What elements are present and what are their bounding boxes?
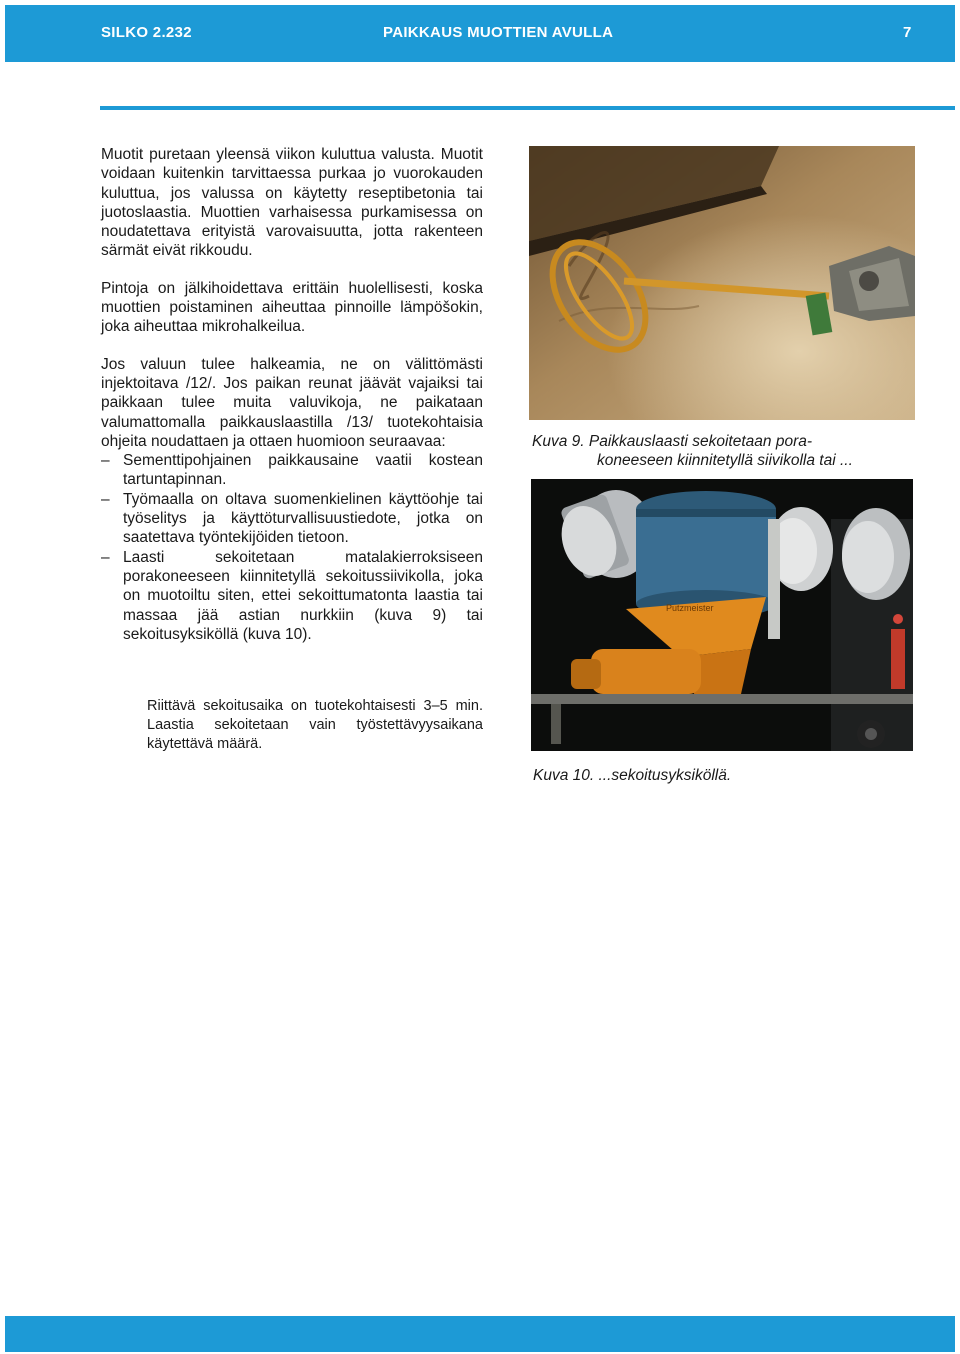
dash-marker: – [101, 452, 110, 470]
header-title: PAIKKAUS MUOTTIEN AVULLA [383, 24, 614, 41]
figure-10-caption: Kuva 10. ...sekoitusyksiköllä. [533, 767, 732, 784]
dash-marker: – [101, 548, 110, 566]
main-text-column [101, 145, 483, 644]
machine-label: Putzmeister [666, 603, 714, 613]
paragraph-3: Jos valuun tulee halkeamia, ne on välittömästi injektoitava /12/. Jos paikan reunat jäävät vajaiksi tai paikkaan tulee muita valuvikoja, ne paikataan valumattomalla paikkauslaastilla /13/ tuotekohtaisia ohjeita noudattaen ja ottaen huomioon seuraavaa: [101, 355, 483, 450]
mixing-time-note: Riittävä sekoitusaika on tuotekohtaisesti 3–5 min. Laastia sekoitetaan vain työstettävyysaikana käytettävä määrä. [147, 697, 483, 752]
list-item [101, 490, 483, 548]
dash-marker: – [101, 490, 110, 508]
list-item-text: Sementtipohjainen paikkausaine vaatii kostean tartuntapinnan. [123, 452, 483, 489]
list-item [101, 548, 483, 644]
page-number: 7 [903, 24, 912, 41]
header-rule [100, 106, 955, 110]
figure-10-photo [531, 479, 913, 751]
header-code: SILKO 2.232 [101, 24, 192, 41]
footer-bar [5, 1316, 955, 1352]
header-bar [5, 5, 955, 62]
bullet-list [101, 451, 483, 644]
paragraph-2: Pintoja on jälkihoidettava erittäin huolellisesti, koska muottien poistaminen aiheuttaa pinnoille lämpöšokin, joka aiheuttaa mikrohalkeilua. [101, 279, 483, 336]
list-item [101, 451, 483, 490]
figure-9-caption [532, 432, 912, 470]
figure-9-caption-line-1: Kuva 9. Paikkauslaasti sekoitetaan pora- [532, 433, 813, 450]
paragraph-1: Muotit puretaan yleensä viikon kuluttua valusta. Muotit voidaan kuitenkin tarvittaessa purkaa jo vuorokauden kuluttua, jos valussa on käytetty reseptibetonia tai juotoslaastia. Muottien varhaisessa purkamisessa on noudatettava erityistä varovaisuutta, jotta rakenteen särmät eivät rikkoudu. [101, 146, 483, 260]
figure-9-caption-line-2: koneeseen kiinnitetyllä siivikolla tai ... [597, 452, 853, 469]
list-item-text: Työmaalla on oltava suomenkielinen käyttöohje tai työselitys ja käyttöturvallisuustiedote, jotka on saatettava työntekijöiden tietoon. [123, 490, 483, 547]
figure-9-photo [529, 146, 915, 420]
list-item-text: Laasti sekoitetaan matalakierroksiseen porakoneeseen kiinnitetyllä sekoitussiivikolla, joka on muotoiltu siten, ettei sekoittumatonta laastia tai massaa jää astian nurkkiin (kuva 9) tai sekoitusyksiköllä (kuva 10). [123, 548, 483, 643]
